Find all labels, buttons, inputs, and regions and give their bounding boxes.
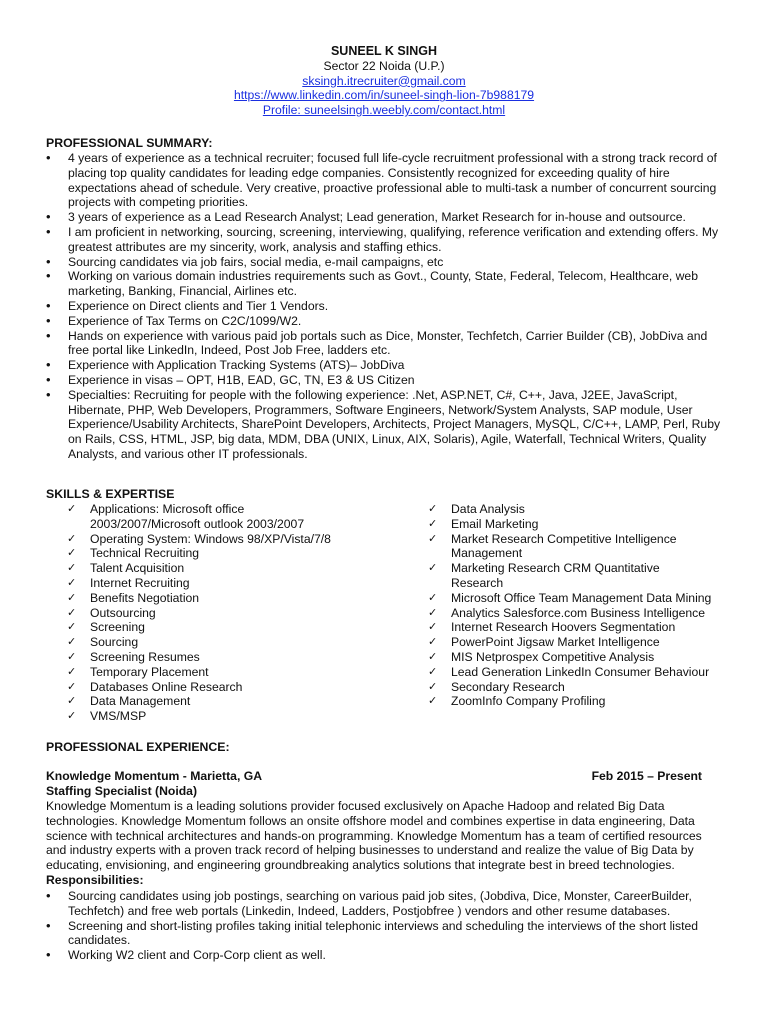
job-header bbox=[46, 769, 702, 784]
responsibilities-heading: Responsibilities: bbox=[46, 873, 144, 887]
check-icon: ✓ bbox=[67, 635, 77, 649]
summary-list bbox=[46, 151, 722, 462]
skill-item: ✓ Temporary Placement bbox=[67, 664, 209, 679]
check-icon: ✓ bbox=[428, 694, 438, 708]
skill-item: ✓ Screening bbox=[67, 620, 145, 635]
skill-item: ✓ Marketing Research CRM Quantitative Research bbox=[428, 561, 660, 590]
check-icon: ✓ bbox=[67, 649, 77, 663]
check-icon: ✓ bbox=[428, 620, 438, 634]
summary-item: • Sourcing candidates via job fairs, social media, e-mail campaigns, etc bbox=[46, 255, 722, 270]
skill-item: ✓ Outsourcing bbox=[67, 605, 156, 620]
check-icon: ✓ bbox=[67, 531, 77, 545]
check-icon: ✓ bbox=[67, 679, 77, 693]
job-role: Staffing Specialist (Noida) bbox=[46, 784, 198, 798]
check-icon: ✓ bbox=[67, 502, 77, 515]
skill-item: ✓ Databases Online Research bbox=[67, 679, 243, 694]
check-icon: ✓ bbox=[67, 590, 77, 604]
responsibilities-list bbox=[46, 889, 722, 963]
summary-heading: PROFESSIONAL SUMMARY: bbox=[46, 136, 213, 150]
skill-item: ✓ Analytics Salesforce.com Business Intelligence bbox=[428, 605, 706, 620]
check-icon: ✓ bbox=[67, 605, 77, 619]
company-description: Knowledge Momentum is a leading solutions provider focused exclusively on Apache Hadoop and related Big Data technologies. Knowledge Momentum follows an onsite offshore model and combines expertise in data engineering, Data science with technical architectures and hands-on programming. Knowledge Momentum has a team of certified resources and industry experts with a proven track record of helping businesses to understand and realize the value of Big Data by educating, envisioning, and engineering groundbreaking analytics solutions that integrate best in breed technologies. bbox=[46, 799, 702, 873]
responsibility-item: • Screening and short-listing profiles taking initial telephonic interviews and scheduling the interviews of the short listed candidates. bbox=[46, 919, 722, 949]
skill-item: ✓ Applications: Microsoft office 2003/2007/Microsoft outlook 2003/2007 bbox=[67, 502, 305, 531]
check-icon: ✓ bbox=[428, 649, 438, 663]
skills-left-list bbox=[67, 502, 377, 724]
skill-item: ✓ VMS/MSP bbox=[67, 709, 147, 724]
skill-item: ✓ Email Marketing bbox=[428, 516, 539, 531]
skill-item: ✓ Lead Generation LinkedIn Consumer Behaviour bbox=[428, 664, 710, 679]
job-dates: Feb 2015 – Present bbox=[591, 769, 702, 783]
check-icon: ✓ bbox=[428, 561, 438, 575]
skill-item: ✓ ZoomInfo Company Profiling bbox=[428, 694, 606, 709]
skill-item: ✓ MIS Netprospex Competitive Analysis bbox=[428, 649, 655, 664]
check-icon: ✓ bbox=[428, 635, 438, 649]
summary-item: • Experience in visas – OPT, H1B, EAD, GC, TN, E3 & US Citizen bbox=[46, 373, 722, 388]
check-icon: ✓ bbox=[428, 664, 438, 678]
resume-header bbox=[0, 44, 768, 118]
responsibility-item: • Sourcing candidates using job postings, searching on various paid job sites, (Jobdiva, Dice, Monster, CareerBuilder, Techfetch) and free web portals (Linkedin, Indeed, Ladders, Postjobfree ) vendors and other resume databases. bbox=[46, 889, 722, 919]
skill-item: ✓ Sourcing bbox=[67, 635, 139, 650]
check-icon: ✓ bbox=[428, 516, 438, 530]
experience-heading: PROFESSIONAL EXPERIENCE: bbox=[46, 740, 230, 754]
skills-heading: SKILLS & EXPERTISE bbox=[46, 487, 175, 501]
check-icon: ✓ bbox=[428, 605, 438, 619]
skill-item: ✓ Operating System: Windows 98/XP/Vista/7/8 bbox=[67, 531, 331, 546]
summary-item: • Experience with Application Tracking Systems (ATS)– JobDiva bbox=[46, 358, 722, 373]
summary-item: • I am proficient in networking, sourcing, screening, interviewing, qualifying, reference verification and extending offers. My greatest attributes are my sincerity, work, analysis and staffing ethics. bbox=[46, 225, 722, 255]
check-icon: ✓ bbox=[67, 575, 77, 589]
summary-item: • Experience on Direct clients and Tier 1 Vendors. bbox=[46, 299, 722, 314]
skill-item: ✓ Data Analysis bbox=[428, 502, 525, 516]
skill-item: ✓ Data Management bbox=[67, 694, 191, 709]
skill-item: ✓ Benefits Negotiation bbox=[67, 590, 200, 605]
responsibility-item: • Working W2 client and Corp-Corp client as well. bbox=[46, 948, 722, 963]
candidate-name: SUNEEL K SINGH bbox=[330, 44, 438, 58]
check-icon: ✓ bbox=[428, 679, 438, 693]
address: Sector 22 Noida (U.P.) bbox=[323, 58, 445, 73]
check-icon: ✓ bbox=[428, 590, 438, 604]
summary-item: • Experience of Tax Terms on C2C/1099/W2. bbox=[46, 314, 722, 329]
summary-item: • Working on various domain industries requirements such as Govt., County, State, Federal, Telecom, Healthcare, web marketing, Banking, Financial, Airlines etc. bbox=[46, 269, 722, 299]
skill-item: ✓ Microsoft Office Team Management Data Mining bbox=[428, 590, 712, 605]
summary-item: • 3 years of experience as a Lead Research Analyst; Lead generation, Market Research for in-house and outsource. bbox=[46, 210, 722, 225]
summary-item: • Specialties: Recruiting for people with the following experience: .Net, ASP.NET, C#, C++, Java, J2EE, JavaScript, Hibernate, PHP, Web Developers, Programmers, Software Engineers, Network/System Analysts, SAP module, User Experience/Usability Architects, SharePoint Developers, Architects, Project Managers, MySQL, C/C++, LAMP, Perl, Ruby on Rails, CSS, HTML, JSP, big data, MDM, DBA (UNIX, Linux, AIX, Solaris), Agile, Waterfall, Technical Writers, Quality Analysts, and various other IT professionals. bbox=[46, 388, 722, 462]
check-icon: ✓ bbox=[428, 531, 438, 545]
check-icon: ✓ bbox=[428, 502, 438, 515]
skill-item: ✓ Secondary Research bbox=[428, 679, 565, 694]
skill-item: ✓ Internet Recruiting bbox=[67, 575, 190, 590]
skill-item: ✓ Market Research Competitive Intelligence Management bbox=[428, 531, 677, 561]
skill-item: ✓ Talent Acquisition bbox=[67, 561, 185, 576]
skill-item: ✓ Internet Research Hoovers Segmentation bbox=[428, 620, 676, 635]
check-icon: ✓ bbox=[67, 664, 77, 678]
check-icon: ✓ bbox=[67, 709, 77, 723]
check-icon: ✓ bbox=[67, 620, 77, 634]
skill-item: ✓ Screening Resumes bbox=[67, 649, 200, 664]
check-icon: ✓ bbox=[67, 546, 77, 560]
check-icon: ✓ bbox=[67, 694, 77, 708]
check-icon: ✓ bbox=[67, 561, 77, 575]
skills-right-list bbox=[428, 502, 728, 709]
email-link[interactable]: sksingh.itrecruiter@gmail.com bbox=[302, 73, 466, 88]
skill-item: ✓ PowerPoint Jigsaw Market Intelligence bbox=[428, 635, 660, 650]
summary-item: • 4 years of experience as a technical recruiter; focused full life-cycle recruitment professional with a strong track record of placing top quality candidates for leading edge companies. Consistently recognized for exceeding quality of hire expectations ahead of schedule. Very creative, proactive professional able to multi-task a number of concurrent sourcing projects with competing priorities. bbox=[46, 151, 722, 210]
linkedin-link[interactable]: https://www.linkedin.com/in/suneel-singh-lion-7b988179 bbox=[233, 88, 535, 103]
profile-link[interactable]: Profile: suneelsingh.weebly.com/contact.html bbox=[262, 103, 506, 118]
skill-item: ✓ Technical Recruiting bbox=[67, 546, 200, 561]
company-name: Knowledge Momentum - Marietta, GA bbox=[46, 769, 263, 783]
summary-item: • Hands on experience with various paid job portals such as Dice, Monster, Techfetch, Carrier Builder (CB), JobDiva and free portal like LinkedIn, Indeed, Post Job Free, ladders etc. bbox=[46, 329, 722, 359]
